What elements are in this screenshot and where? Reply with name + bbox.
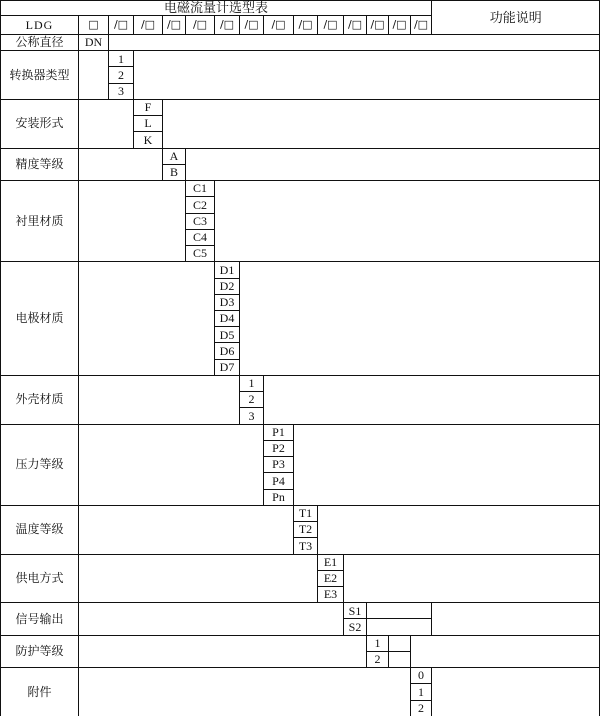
spacer-cell [264,375,600,424]
code-cell: DN [79,35,109,51]
code-cell: 3 [109,83,134,99]
table-row [1,375,600,391]
code-slot-box: □ [79,16,109,35]
function-column-header: 功能说明 [432,1,600,35]
spacer-cell [79,603,344,635]
code-cell: 2 [240,392,264,408]
code-cell: P4 [264,473,294,489]
spacer-cell [79,505,294,554]
section-label: 压力等级 [1,424,79,505]
section-label: 精度等级 [1,148,79,180]
code-cell: C4 [186,229,215,245]
code-cell: D2 [215,278,240,294]
code-cell: T3 [294,538,318,554]
code-slot-1: /□ [109,16,134,35]
code-slot-9: /□ [318,16,344,35]
code-slot-3: /□ [163,16,186,35]
spacer-cell [344,554,600,603]
code-cell: 1 [411,684,432,700]
spacer-cell [163,99,600,148]
code-cell: 1 [109,51,134,67]
code-slot-12: /□ [389,16,411,35]
code-cell: D6 [215,343,240,359]
code-slot-2: /□ [134,16,163,35]
section-label: 信号输出 [1,603,79,635]
code-cell: D4 [215,310,240,326]
empty-code-cell [389,651,411,667]
code-cell: S1 [344,603,367,619]
spacer-cell [294,424,600,505]
spacer-cell [411,635,600,667]
page-title: 电磁流量计选型表 [1,1,432,16]
table-row [1,424,600,440]
spacer-cell [79,554,318,603]
section-label: 外壳材质 [1,375,79,424]
section-label: 电极材质 [1,262,79,376]
code-slot-6: /□ [240,16,264,35]
code-cell: K [134,132,163,148]
code-cell: 3 [240,408,264,424]
code-cell: T2 [294,522,318,538]
spacer-cell [79,424,264,505]
code-slot-4: /□ [186,16,215,35]
empty-code-cell [367,603,432,619]
spacer-cell [318,505,600,554]
code-cell: D7 [215,359,240,375]
table-row [1,554,600,570]
spacer-cell [79,668,411,716]
code-cell: E3 [318,586,344,602]
code-cell: P3 [264,457,294,473]
spacer-cell [79,148,163,180]
code-cell: P1 [264,424,294,440]
code-cell: E1 [318,554,344,570]
code-cell: D1 [215,262,240,278]
section-label: 衬里材质 [1,181,79,262]
table-row [1,51,600,67]
spacer-cell [186,148,600,180]
code-slot-8: /□ [294,16,318,35]
code-slot-10: /□ [344,16,367,35]
table-row [1,148,600,164]
code-cell: 2 [367,651,389,667]
table-row [1,262,600,278]
code-cell: E2 [318,570,344,586]
code-cell: C2 [186,197,215,213]
spacer-cell [240,262,600,376]
section-label: 附件 [1,668,79,716]
code-cell: S2 [344,619,367,635]
empty-code-cell [389,635,411,651]
code-cell: C3 [186,213,215,229]
code-cell: C5 [186,246,215,262]
table-row [1,603,600,619]
section-label: 转换器类型 [1,51,79,100]
code-cell: 1 [367,635,389,651]
title-row [1,1,600,16]
code-slot-7: /□ [264,16,294,35]
code-cell: D5 [215,327,240,343]
spacer-cell [134,51,600,100]
table-row [1,35,600,51]
code-cell: 0 [411,668,432,684]
spacer-cell [79,51,109,100]
code-slot-5: /□ [215,16,240,35]
code-cell: B [163,164,186,180]
code-cell: F [134,99,163,115]
section-label: 供电方式 [1,554,79,603]
code-cell: C1 [186,181,215,197]
model-prefix: LDG [1,16,79,35]
spacer-cell [79,635,367,667]
table-row [1,668,600,684]
code-cell: T1 [294,505,318,521]
code-cell: 2 [411,700,432,716]
code-cell: Pn [264,489,294,505]
section-label: 安装形式 [1,99,79,148]
section-label: 温度等级 [1,505,79,554]
code-cell: P2 [264,440,294,456]
empty-code-cell [367,619,432,635]
section-label: 防护等级 [1,635,79,667]
code-slot-13: /□ [411,16,432,35]
spacer-cell [432,603,600,635]
code-slot-11: /□ [367,16,389,35]
spacer-cell [79,375,240,424]
spacer-cell [79,181,186,262]
section-label: 公称直径 [1,35,79,51]
code-cell: D3 [215,294,240,310]
spacer-cell [432,668,600,716]
code-cell: L [134,116,163,132]
spacer-cell [215,181,600,262]
table-row [1,99,600,115]
code-cell: 1 [240,375,264,391]
code-cell: 2 [109,67,134,83]
table-row [1,181,600,197]
table-row [1,635,600,651]
table-row [1,505,600,521]
spacer-cell [79,262,215,376]
code-cell: A [163,148,186,164]
spacer-cell [109,35,600,51]
spacer-cell [79,99,134,148]
